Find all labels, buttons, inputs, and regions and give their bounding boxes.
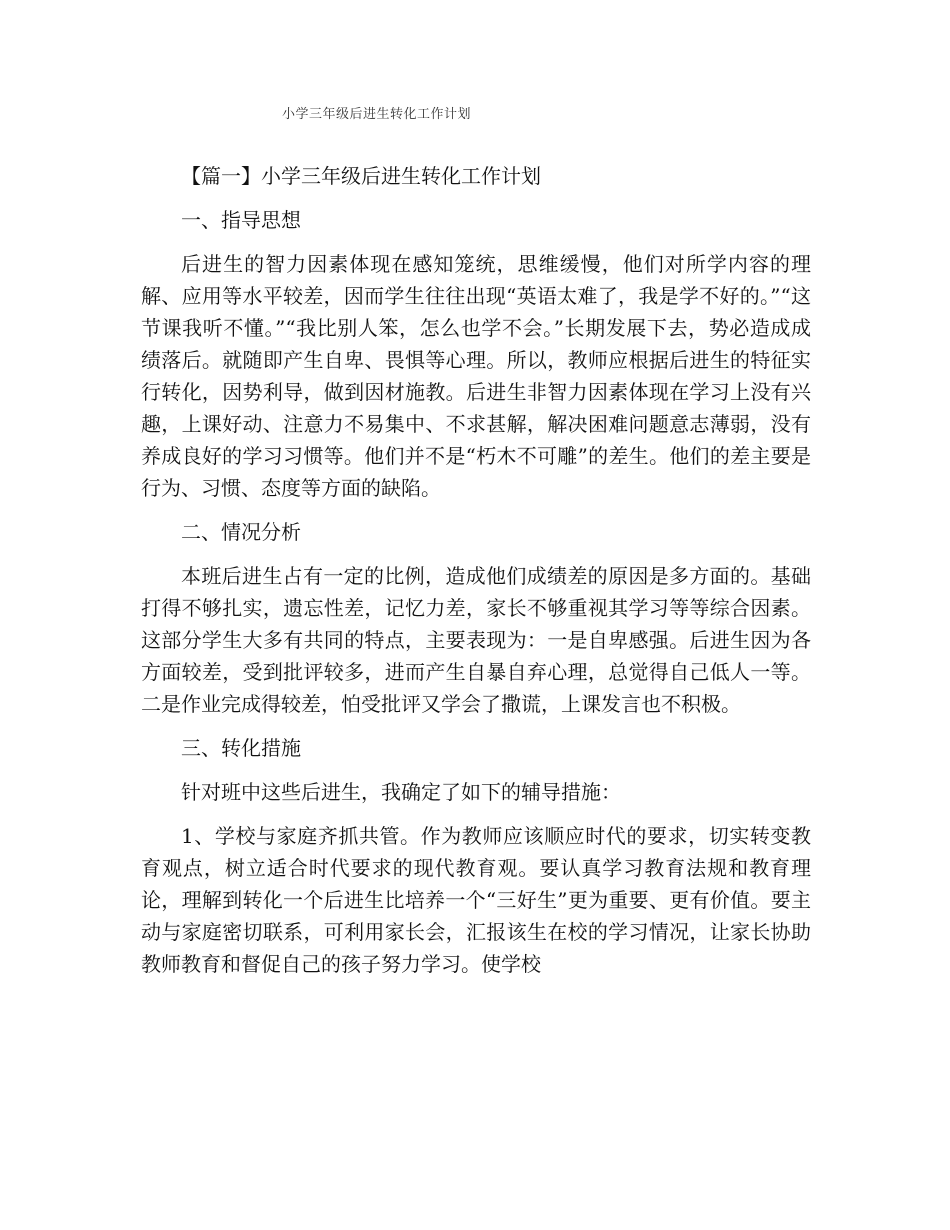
paragraph-guiding-thought: 后进生的智力因素体现在感知笼统，思维缓慢，他们对所学内容的理解、应用等水平较差，因而学生往往出现“英语太难了，我是学不好的。”“这节课我听不懂。”“我比别人笨，怎么也学不会。”长期发展下去，势必造成成绩落后。就随即产生自卑、畏惧等心理。所以，教师应根据后进生的特征实行转化，因势利导，做到因材施教。后进生非智力因素体现在学习上没有兴趣，上课好动、注意力不易集中、不求甚解，解决困难问题意志薄弱，没有养成良好的学习习惯等。他们并不是“朽木不可雕”的差生。他们的差主要是行为、习惯、态度等方面的缺陷。 [141,252,811,500]
paragraph-measures-intro: 针对班中这些后进生，我确定了如下的辅导措施： [181,780,621,804]
section-heading-measures: 三、转化措施 [181,736,301,760]
section-heading-situation-analysis: 二、情况分析 [181,520,301,544]
document-body [141,160,811,992]
paragraph-situation-analysis: 本班后进生占有一定的比例，造成他们成绩差的原因是多方面的。基础打得不够扎实，遗忘性差，记忆力差，家长不够重视其学习等等综合因素。这部分学生大多有共同的特点，主要表现为：一是自卑感强。后进生因为各方面较差，受到批评较多，进而产生自暴自弃心理，总觉得自己低人一等。二是作业完成得较差，怕受批评又学会了撒谎，上课发言也不积极。 [141,564,811,716]
paragraph-measures-item-1: 1、学校与家庭齐抓共管。作为教师应该顺应时代的要求，切实转变教育观点，树立适合时代要求的现代教育观。要认真学习教育法规和教育理论，理解到转化一个后进生比培养一个“三好生”更为重要、更有价值。要主动与家庭密切联系，可利用家长会，汇报该生在校的学习情况，让家长协助教师教育和督促自己的孩子努力学习。使学校 [141,824,811,976]
section-heading-guiding-thought: 一、指导思想 [181,208,301,232]
document-title: 【篇一】小学三年级后进生转化工作计划 [181,164,541,188]
running-header: 小学三年级后进生转化工作计划 [282,107,472,122]
